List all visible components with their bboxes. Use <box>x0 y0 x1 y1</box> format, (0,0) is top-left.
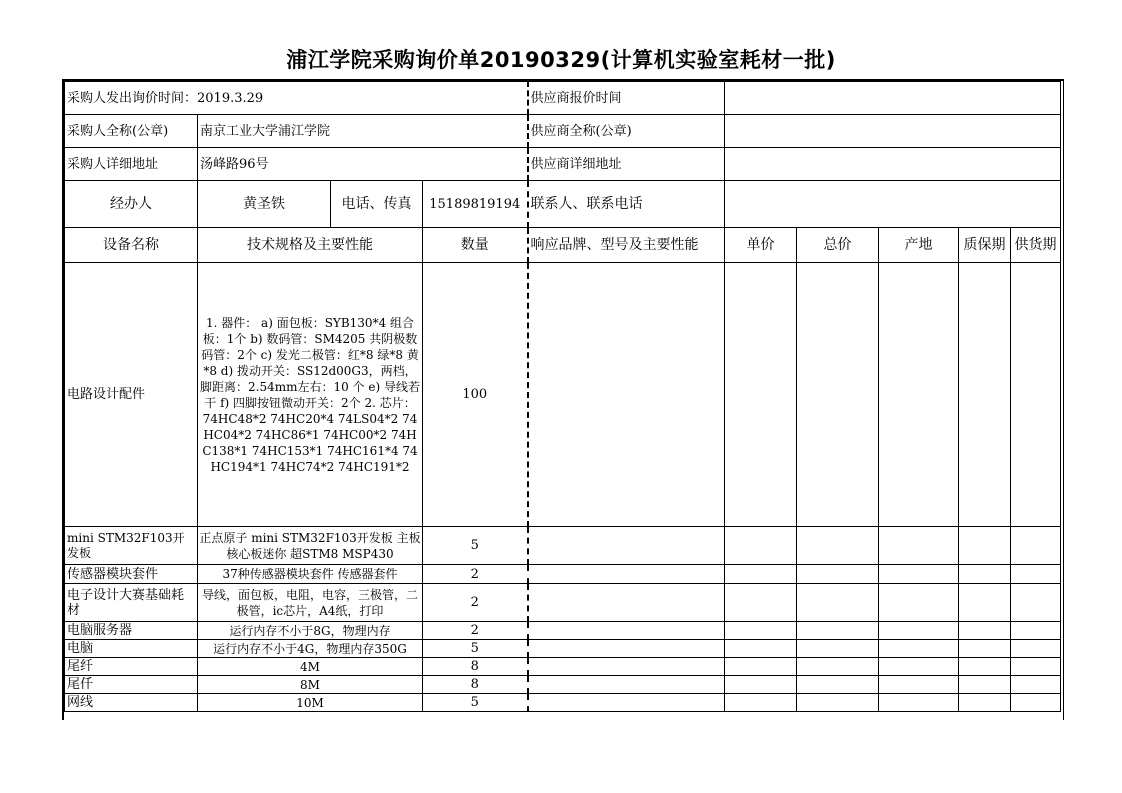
warranty-cell[interactable] <box>959 622 1011 640</box>
origin-cell[interactable] <box>879 622 959 640</box>
info-row-address <box>65 148 1061 181</box>
unit-price-cell[interactable] <box>725 263 797 527</box>
origin-cell[interactable] <box>879 565 959 584</box>
supplier-quote-time-value[interactable] <box>725 82 1061 115</box>
header-delivery: 供货期 <box>1011 228 1061 263</box>
total-price-cell[interactable] <box>797 676 879 694</box>
purchaser-address-label: 采购人详细地址 <box>65 148 198 181</box>
unit-price-cell[interactable] <box>725 694 797 712</box>
info-row-name <box>65 115 1061 148</box>
header-device-name: 设备名称 <box>65 228 198 263</box>
item-spec: 37种传感器模块套件 传感器套件 <box>198 565 423 584</box>
inquiry-time-label: 采购人发出询价时间：2019.3.29 <box>65 82 528 115</box>
response-cell[interactable] <box>528 565 725 584</box>
item-spec: 10M <box>198 694 423 712</box>
item-name: 传感器模块套件 <box>65 565 198 584</box>
origin-cell[interactable] <box>879 694 959 712</box>
origin-cell[interactable] <box>879 263 959 527</box>
item-quantity: 5 <box>423 527 528 565</box>
total-price-cell[interactable] <box>797 658 879 676</box>
supplier-address-value[interactable] <box>725 148 1061 181</box>
total-price-cell[interactable] <box>797 622 879 640</box>
warranty-cell[interactable] <box>959 676 1011 694</box>
header-response: 响应品牌、型号及主要性能 <box>528 228 725 263</box>
unit-price-cell[interactable] <box>725 658 797 676</box>
unit-price-cell[interactable] <box>725 527 797 565</box>
table-row <box>65 622 1061 640</box>
delivery-cell[interactable] <box>1011 263 1061 527</box>
origin-cell[interactable] <box>879 658 959 676</box>
header-spec: 技术规格及主要性能 <box>198 228 423 263</box>
total-price-cell[interactable] <box>797 565 879 584</box>
page-title: 浦江学院采购询价单20190329(计算机实验室耗材一批) <box>286 48 836 72</box>
item-quantity: 100 <box>423 263 528 527</box>
supplier-address-label: 供应商详细地址 <box>528 148 725 181</box>
header-unit-price: 单价 <box>725 228 797 263</box>
table-row <box>65 640 1061 658</box>
warranty-cell[interactable] <box>959 658 1011 676</box>
item-name: 电脑服务器 <box>65 622 198 640</box>
total-price-cell[interactable] <box>797 640 879 658</box>
total-price-cell[interactable] <box>797 584 879 622</box>
inquiry-table-wrapper <box>64 81 1061 712</box>
item-name: 尾纤 <box>65 658 198 676</box>
warranty-cell[interactable] <box>959 527 1011 565</box>
warranty-cell[interactable] <box>959 565 1011 584</box>
item-quantity: 2 <box>423 565 528 584</box>
table-row <box>65 565 1061 584</box>
item-name: 电路设计配件 <box>65 263 198 527</box>
response-cell[interactable] <box>528 640 725 658</box>
table-row <box>65 263 1061 527</box>
supplier-name-label: 供应商全称(公章) <box>528 115 725 148</box>
info-row-time <box>65 82 1061 115</box>
item-spec: 8M <box>198 676 423 694</box>
item-name: 尾仟 <box>65 676 198 694</box>
item-name: mini STM32F103开发板 <box>65 527 198 565</box>
phone-value: 15189819194 <box>423 181 528 228</box>
total-price-cell[interactable] <box>797 694 879 712</box>
purchaser-name-value: 南京工业大学浦江学院 <box>198 115 528 148</box>
purchaser-address-value: 汤峰路96号 <box>198 148 528 181</box>
header-origin: 产地 <box>879 228 959 263</box>
delivery-cell[interactable] <box>1011 527 1061 565</box>
item-quantity: 2 <box>423 622 528 640</box>
table-row <box>65 676 1061 694</box>
item-spec: 导线，面包板，电阻，电容，三极管，二极管，ic芯片，A4纸，打印 <box>198 584 423 622</box>
item-quantity: 5 <box>423 694 528 712</box>
info-row-contact <box>65 181 1061 228</box>
response-cell[interactable] <box>528 694 725 712</box>
handler-label: 经办人 <box>65 181 198 228</box>
origin-cell[interactable] <box>879 640 959 658</box>
unit-price-cell[interactable] <box>725 565 797 584</box>
unit-price-cell[interactable] <box>725 676 797 694</box>
inquiry-table <box>64 81 1061 712</box>
origin-cell[interactable] <box>879 527 959 565</box>
item-quantity: 5 <box>423 640 528 658</box>
item-spec: 运行内存不小于8G，物理内存 <box>198 622 423 640</box>
table-row <box>65 658 1061 676</box>
item-name: 网线 <box>65 694 198 712</box>
response-cell[interactable] <box>528 527 725 565</box>
header-row <box>65 228 1061 263</box>
item-name: 电子设计大赛基础耗材 <box>65 584 198 622</box>
purchaser-name-label: 采购人全称(公章) <box>65 115 198 148</box>
warranty-cell[interactable] <box>959 584 1011 622</box>
response-cell[interactable] <box>528 622 725 640</box>
item-name: 电脑 <box>65 640 198 658</box>
item-quantity: 2 <box>423 584 528 622</box>
delivery-cell[interactable] <box>1011 584 1061 622</box>
response-cell[interactable] <box>528 263 725 527</box>
item-spec: 运行内存不小于4G，物理内存350G <box>198 640 423 658</box>
warranty-cell[interactable] <box>959 640 1011 658</box>
delivery-cell[interactable] <box>1011 694 1061 712</box>
table-row <box>65 584 1061 622</box>
unit-price-cell[interactable] <box>725 584 797 622</box>
response-cell[interactable] <box>528 658 725 676</box>
phone-label: 电话、传真 <box>331 181 423 228</box>
response-cell[interactable] <box>528 584 725 622</box>
total-price-cell[interactable] <box>797 527 879 565</box>
delivery-cell[interactable] <box>1011 622 1061 640</box>
table-row <box>65 694 1061 712</box>
supplier-name-value[interactable] <box>725 115 1061 148</box>
item-quantity: 8 <box>423 676 528 694</box>
warranty-cell[interactable] <box>959 263 1011 527</box>
contact-label: 联系人、联系电话 <box>528 181 725 228</box>
response-cell[interactable] <box>528 676 725 694</box>
item-spec: 正点原子 mini STM32F103开发板 主板 核心板迷你 超STM8 MSP430 <box>198 527 423 565</box>
unit-price-cell[interactable] <box>725 622 797 640</box>
supplier-quote-time-label: 供应商报价时间 <box>528 82 725 115</box>
warranty-cell[interactable] <box>959 694 1011 712</box>
header-quantity: 数量 <box>423 228 528 263</box>
item-spec: 4M <box>198 658 423 676</box>
handler-value: 黄圣铁 <box>198 181 331 228</box>
delivery-cell[interactable] <box>1011 565 1061 584</box>
item-quantity: 8 <box>423 658 528 676</box>
header-warranty: 质保期 <box>959 228 1011 263</box>
total-price-cell[interactable] <box>797 263 879 527</box>
delivery-cell[interactable] <box>1011 640 1061 658</box>
table-row <box>65 527 1061 565</box>
delivery-cell[interactable] <box>1011 658 1061 676</box>
item-spec: 1. 器件： a) 面包板：SYB130*4 组合板：1个 b) 数码管：SM4205 共阴极数码管：2个 c) 发光二极管：红*8 绿*8 黄*8 d) 拨动开关：SS12d00G3，两档，脚距离：2.54mm左右：10 个 e) 导线若干 f) 四脚按钮微动开关：2个 2. 芯片： 74HC48*2 74HC20*4 74LS04*2 74HC04*2 74HC86*1 74HC00*2 74HC138*1 74HC153*1 74HC161*4 74HC194*1 74HC74*2 74HC191*2 <box>198 263 423 527</box>
delivery-cell[interactable] <box>1011 676 1061 694</box>
origin-cell[interactable] <box>879 676 959 694</box>
header-total-price: 总价 <box>797 228 879 263</box>
unit-price-cell[interactable] <box>725 640 797 658</box>
origin-cell[interactable] <box>879 584 959 622</box>
contact-value[interactable] <box>725 181 1061 228</box>
